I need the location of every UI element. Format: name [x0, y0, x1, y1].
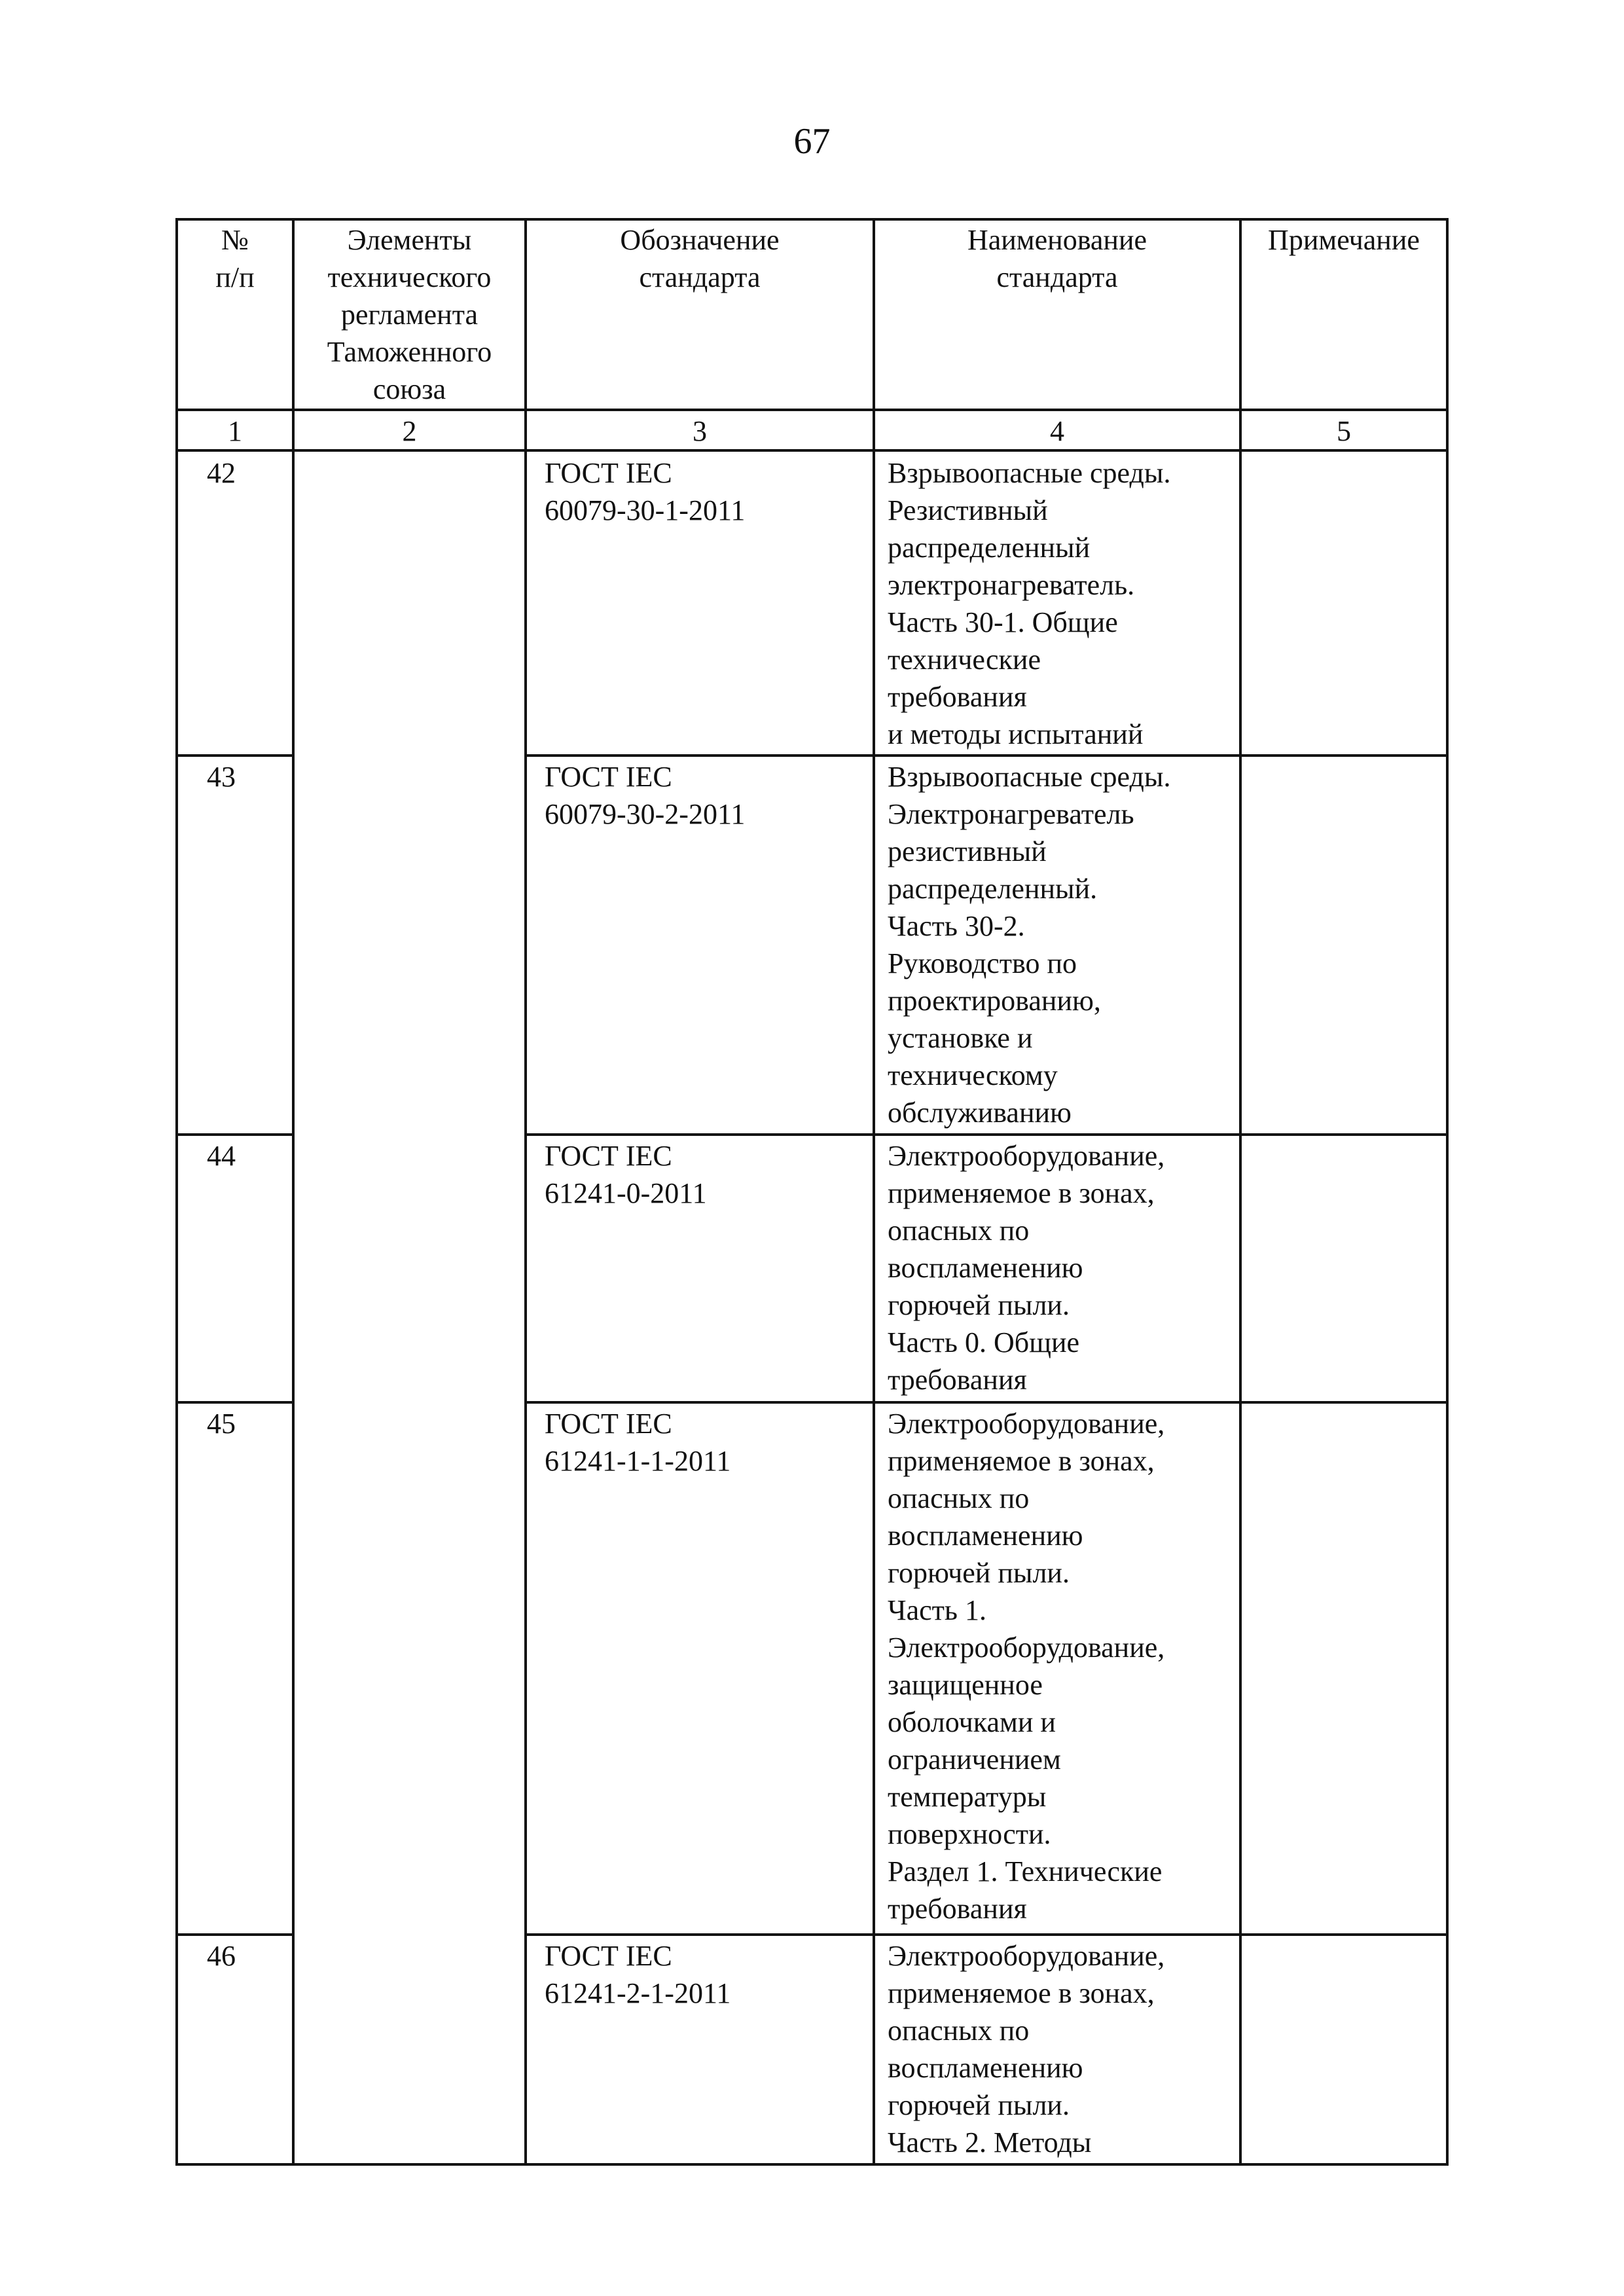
column-index: 5 — [1337, 415, 1351, 447]
row-number: 42 — [207, 457, 236, 489]
column-divider — [1239, 218, 1242, 2166]
table-border-right — [1446, 218, 1449, 2166]
table-border-top — [175, 218, 1449, 221]
page-number: 67 — [793, 121, 831, 162]
header-name: Наименование стандарта — [967, 224, 1147, 293]
row-divider — [175, 1133, 293, 1136]
row-divider — [526, 1133, 1449, 1136]
column-divider — [873, 218, 875, 2166]
standard-name: Взрывоопасные среды. Электронагреватель резистивный распределенный. Часть 30-2. Руководство по проектированию, установке и техническому обслуживанию — [888, 761, 1171, 1129]
standard-designation: ГОСТ IEC 60079-30-2-2011 — [545, 761, 746, 830]
standard-name: Электрооборудование, применяемое в зонах, опасных по воспламенению горючей пыли. Часть 1. Электрооборудование, защищенное оболочками и ограничением температуры поверхности. Раздел 1. Технические требования — [888, 1408, 1165, 1925]
standard-designation: ГОСТ IEC 61241-1-1-2011 — [545, 1408, 731, 1477]
header-number: № п/п — [215, 224, 255, 293]
row-divider — [526, 1933, 1449, 1936]
row-number: 45 — [207, 1408, 236, 1440]
header-divider — [175, 409, 1449, 411]
standard-name: Электрооборудование, применяемое в зонах, опасных по воспламенению горючей пыли. Часть 2. Методы — [888, 1940, 1165, 2159]
header-note: Примечание — [1268, 224, 1420, 256]
header-elements: Элементы технического регламента Таможенного союза — [327, 224, 492, 405]
column-index: 2 — [402, 415, 417, 447]
row-number: 43 — [207, 761, 236, 793]
row-number: 44 — [207, 1140, 236, 1172]
table-border-left — [175, 218, 178, 2166]
column-divider — [524, 218, 527, 2166]
row-divider — [175, 754, 293, 757]
row-divider — [175, 1401, 293, 1404]
column-divider — [292, 218, 295, 2166]
column-index: 1 — [228, 415, 242, 447]
standard-designation: ГОСТ IEC 61241-0-2011 — [545, 1140, 707, 1209]
row-divider — [526, 1401, 1449, 1404]
standard-designation: ГОСТ IEC 60079-30-1-2011 — [545, 457, 746, 526]
row-number: 46 — [207, 1940, 236, 1972]
row-divider — [175, 1933, 293, 1936]
column-index: 4 — [1050, 415, 1064, 447]
standard-name: Электрооборудование, применяемое в зонах, опасных по воспламенению горючей пыли. Часть 0. Общие требования — [888, 1140, 1165, 1396]
standard-designation: ГОСТ IEC 61241-2-1-2011 — [545, 1940, 731, 2009]
table-border-bottom — [175, 2163, 1449, 2166]
header-designation: Обозначение стандарта — [620, 224, 780, 293]
column-index: 3 — [693, 415, 707, 447]
standard-name: Взрывоопасные среды. Резистивный распределенный электронагреватель. Часть 30-1. Общие технические требования и методы испытаний — [888, 457, 1171, 750]
row-divider — [526, 754, 1449, 757]
